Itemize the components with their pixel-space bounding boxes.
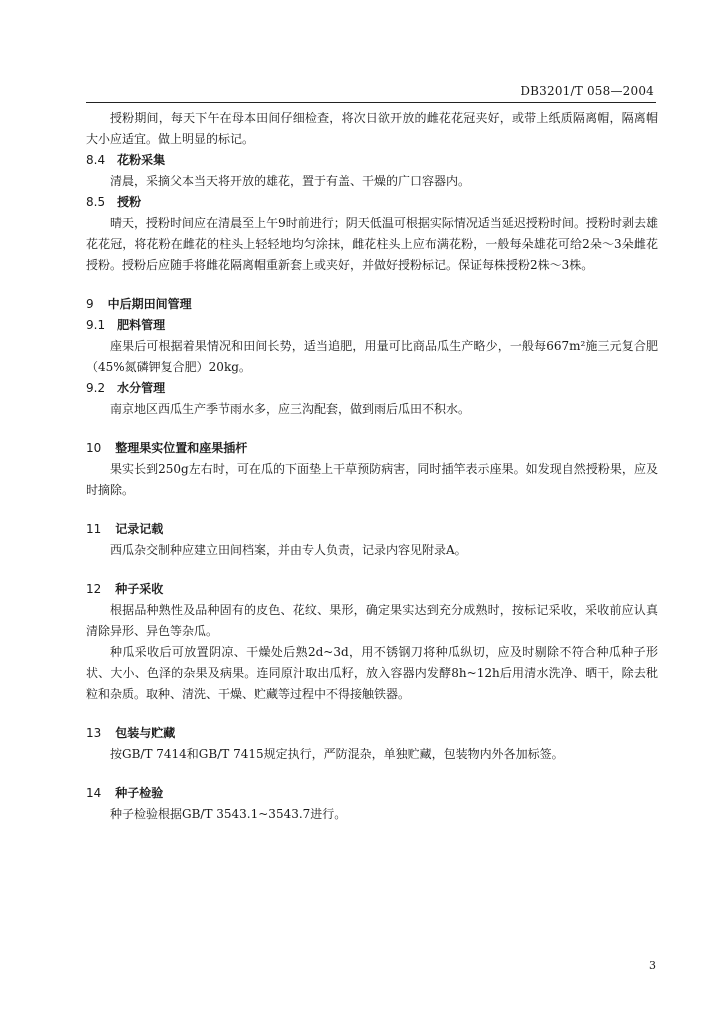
heading-number: 10 bbox=[86, 441, 102, 455]
heading-number: 11 bbox=[86, 522, 102, 536]
heading-number: 8.5 bbox=[86, 195, 106, 209]
header-rule bbox=[86, 102, 656, 103]
section-gap bbox=[86, 705, 658, 723]
section-heading bbox=[86, 783, 658, 804]
section-heading bbox=[86, 294, 658, 315]
body-paragraph: 按GB/T 7414和GB/T 7415规定执行，严防混杂，单独贮藏，包装物内外各加标签。 bbox=[110, 747, 564, 761]
heading-title: 整理果实位置和座果插杆 bbox=[115, 441, 248, 455]
section-gap bbox=[86, 765, 658, 783]
heading-number: 14 bbox=[86, 786, 102, 800]
subsection-heading bbox=[86, 378, 658, 399]
page-number: 3 bbox=[649, 959, 656, 972]
section-heading bbox=[86, 519, 658, 540]
document-body bbox=[86, 108, 658, 825]
section-heading bbox=[86, 438, 658, 459]
body-paragraph: 南京地区西瓜生产季节雨水多，应三沟配套，做到雨后瓜田不积水。 bbox=[110, 402, 471, 416]
heading-title: 种子检验 bbox=[115, 786, 164, 800]
body-paragraph: 种瓜采收后可放置阴凉、干燥处后熟2d~3d，用不锈钢刀将种瓜纵切，应及时剔除不符合种瓜种子形状、大小、色泽的杂果及病果。连同原汁取出瓜籽，放入容器内发酵8h~12h后用清水洗净、晒干，除去秕粒和杂质。取种、清洗、干燥、贮藏等过程中不得接触铁器。 bbox=[86, 645, 658, 701]
section-gap bbox=[86, 561, 658, 579]
heading-number: 8.4 bbox=[86, 153, 106, 167]
heading-number: 9.1 bbox=[86, 318, 106, 332]
heading-title: 水分管理 bbox=[117, 381, 166, 395]
body-paragraph: 清晨，采摘父本当天将开放的雄花，置于有盖、干燥的广口容器内。 bbox=[110, 174, 471, 188]
body-paragraph: 果实长到250g左右时，可在瓜的下面垫上干草预防病害，同时插竿表示座果。如发现自然授粉果，应及时摘除。 bbox=[86, 462, 658, 497]
body-paragraph: 晴天，授粉时间应在清晨至上午9时前进行；阴天低温可根据实际情况适当延迟授粉时间。授粉时剥去雄花花冠，将花粉在雌花的柱头上轻轻地均匀涂抹，雌花柱头上应布满花粉，一般每朵雄花可给2朵～3朵雌花授粉。授粉后应随手将雌花隔离帽重新套上或夹好，并做好授粉标记。保证每株授粉2株～3株。 bbox=[86, 216, 658, 272]
heading-title: 肥料管理 bbox=[117, 318, 166, 332]
section-heading bbox=[86, 579, 658, 600]
body-paragraph: 授粉期间，每天下午在母本田间仔细检查，将次日欲开放的雌花花冠夹好，或带上纸质隔离帽，隔离帽大小应适宜。做上明显的标记。 bbox=[86, 111, 658, 146]
heading-number: 9.2 bbox=[86, 381, 106, 395]
body-paragraph: 种子检验根据GB/T 3543.1~3543.7进行。 bbox=[110, 807, 347, 821]
subsection-heading bbox=[86, 192, 658, 213]
section-heading bbox=[86, 723, 658, 744]
body-paragraph: 座果后可根据着果情况和田间长势，适当追肥，用量可比商品瓜生产略少，一般每667m²施三元复合肥（45%氮磷钾复合肥）20kg。 bbox=[86, 339, 658, 374]
section-gap bbox=[86, 420, 658, 438]
subsection-heading bbox=[86, 315, 658, 336]
heading-title: 种子采收 bbox=[115, 582, 164, 596]
heading-number: 12 bbox=[86, 582, 102, 596]
heading-title: 记录记载 bbox=[115, 522, 164, 536]
heading-title: 花粉采集 bbox=[117, 153, 166, 167]
section-gap bbox=[86, 276, 658, 294]
heading-title: 中后期田间管理 bbox=[107, 297, 192, 311]
section-gap bbox=[86, 501, 658, 519]
heading-number: 13 bbox=[86, 726, 102, 740]
document-code: DB3201/T 058—2004 bbox=[520, 84, 654, 98]
heading-title: 授粉 bbox=[117, 195, 142, 209]
heading-title: 包装与贮藏 bbox=[115, 726, 176, 740]
body-paragraph: 根据品种熟性及品种固有的皮色、花纹、果形，确定果实达到充分成熟时，按标记采收，采收前应认真清除异形、异色等杂瓜。 bbox=[86, 603, 658, 638]
subsection-heading bbox=[86, 150, 658, 171]
heading-number: 9 bbox=[86, 297, 94, 311]
body-paragraph: 西瓜杂交制种应建立田间档案，并由专人负责，记录内容见附录A。 bbox=[110, 543, 467, 557]
